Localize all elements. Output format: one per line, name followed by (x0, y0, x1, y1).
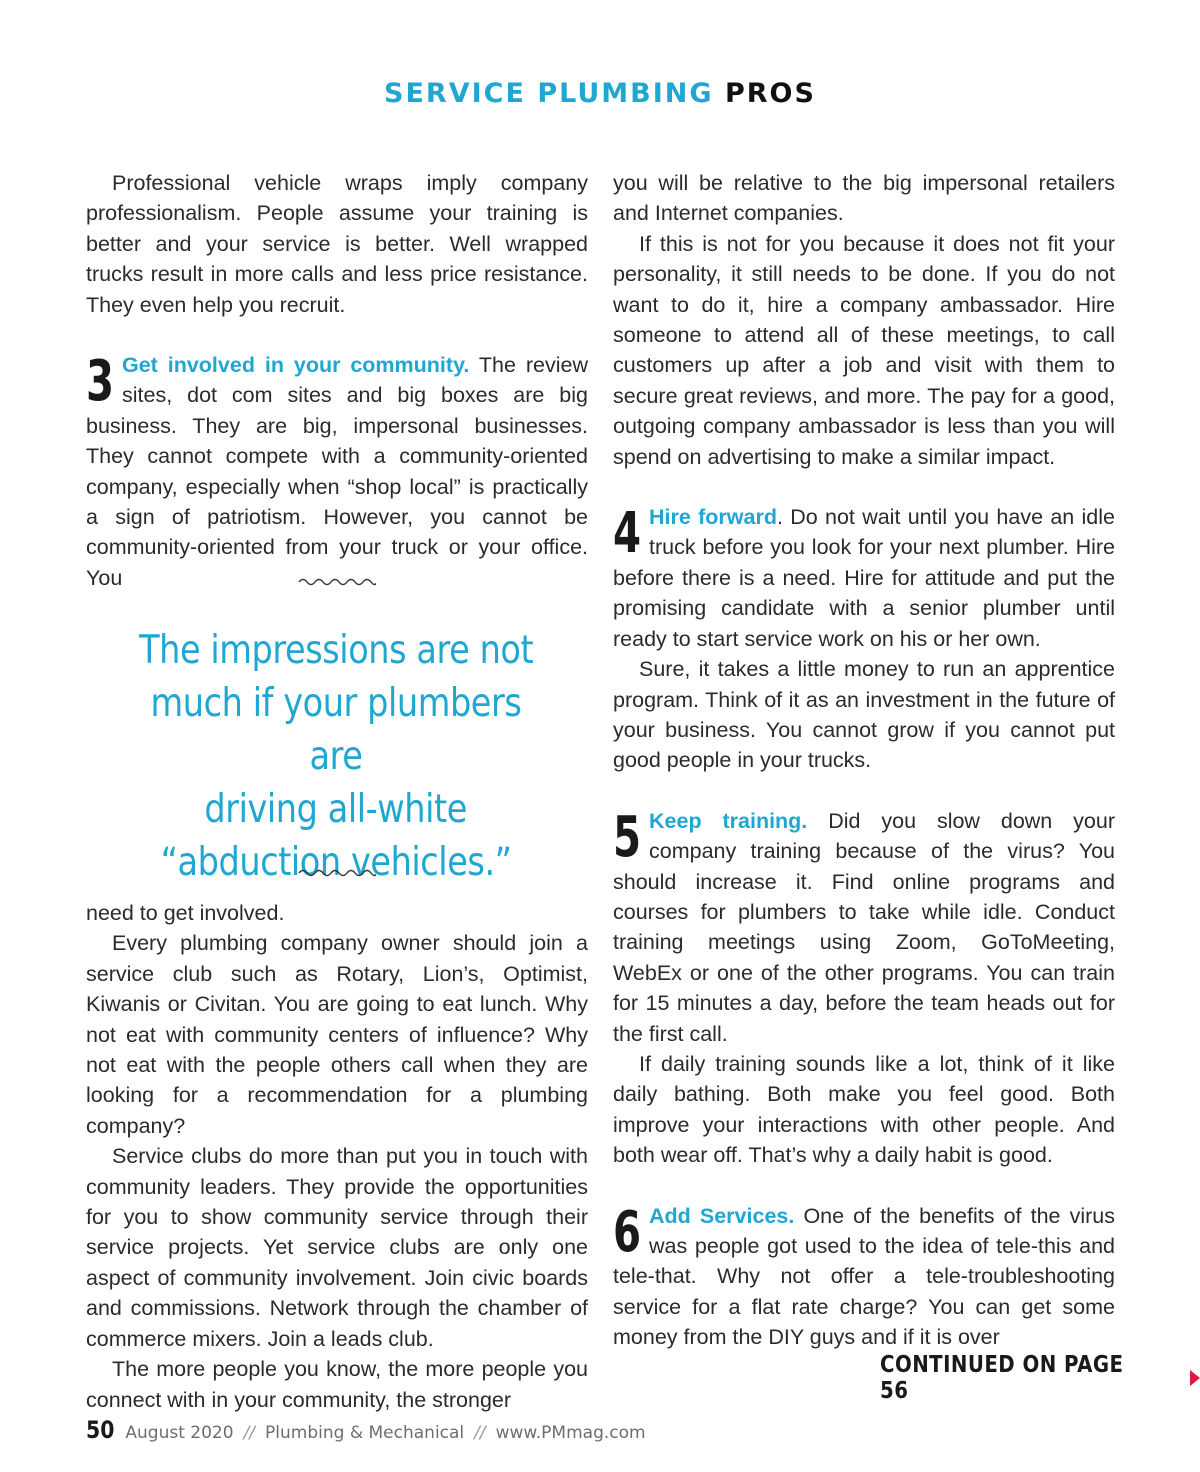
paragraph: The more people you know, the more people you connect with in your community, the stronger (86, 1357, 588, 1412)
section-number: 4 (613, 501, 642, 567)
paragraph: need to get involved. (86, 901, 285, 925)
continued-link[interactable] (880, 1352, 1200, 1404)
section-text: . Do not wait until you have an idle truck before you look for your next plumber. Hire before there is a need. Hire for attitude and put the promising candidate with a senior plumber until ready to start service work on his or her own. (613, 505, 1116, 651)
right-column (613, 168, 1115, 1353)
section-text: Did you slow down your company training because of the virus? You should increase it. Find online programs and courses for plumbers to take while idle. Conduct training meetings using Zoom, GoToMeeting, WebEx or one of the other programs. You can train for 15 minutes a day, before the team heads out for the first call. (613, 808, 1115, 1046)
publication-name: Plumbing & Mechanical (265, 1423, 465, 1443)
paragraph: Every plumbing company owner should join a service club such as Rotary, Lion’s, Optimist, Kiwanis or Civitan. You are going to eat lunch. Why not eat with community centers of influence? Why not eat with the people others call when they are looking for a recommendation for a plumbing company? (86, 931, 588, 1138)
left-column-bottom (86, 898, 588, 1415)
pull-quote-line: The impressions are not (138, 628, 534, 673)
header-blue-text: SERVICE PLUMBING (384, 78, 714, 109)
paragraph: Service clubs do more than put you in touch with community leaders. They provide the opportunities for you to show community service through their service projects. Yet service clubs are only one aspect of community involvement. Join civic boards and commissions. Network through the chamber of commerce mixers. Join a leads club. (86, 1144, 588, 1351)
website-link[interactable]: www.PMmag.com (495, 1423, 646, 1443)
section-number: 5 (613, 804, 642, 870)
header-dark-text: PROS (724, 78, 816, 109)
section-6 (613, 1201, 1115, 1353)
section-text: The review sites, dot com sites and big boxes are big business. They are big, impersonal businesses. They cannot compete with a community-oriented company, especially when “shop local” is practically a sign of patriotism. However, you cannot be community-oriented from your truck or your office. You (86, 353, 588, 590)
section-lead: Get involved in your community. (122, 353, 470, 378)
paragraph: Sure, it takes a little money to run an apprentice program. Think of it as an investment in the future of your business. You cannot grow if you cannot put good people in your trucks. (613, 657, 1115, 773)
section-lead: Hire forward (649, 505, 777, 530)
section-4 (613, 502, 1115, 654)
section-5 (613, 806, 1115, 1049)
pull-quote-line: much if your plumbers are (150, 681, 522, 779)
paragraph: you will be relative to the big impersonal retailers and Internet companies. (613, 171, 1115, 226)
wave-divider-icon (298, 577, 376, 587)
paragraph: If this is not for you because it does not fit your personality, it still needs to be done. If you do not want to do it, hire a company ambassador. Hire someone to attend all of these meetings, to call customers up after a job and visit with them to secure great reviews, and more. The pay for a good, outgoing company ambassador is less than you will spend on advertising to make a similar impact. (613, 231, 1115, 469)
left-column-top (86, 168, 588, 593)
separator: // (474, 1423, 486, 1443)
section-number: 6 (613, 1199, 642, 1265)
section-3 (86, 350, 588, 593)
section-lead: Keep training. (649, 808, 808, 833)
wave-divider-icon (298, 868, 376, 878)
pull-quote (96, 624, 576, 889)
page-number: 50 (86, 1416, 115, 1444)
paragraph: Professional vehicle wraps imply company professionalism. People assume your training is better and your service is better. Well wrapped trucks result in more calls and less price resistance. They even help you recruit. (86, 171, 588, 317)
page-footer (86, 1416, 646, 1450)
continued-label: CONTINUED ON PAGE 56 (880, 1352, 1124, 1404)
triangle-right-icon (1190, 1370, 1200, 1386)
paragraph: If daily training sounds like a lot, think of it like daily bathing. Both make you feel good. Both improve your interactions with other people. And both wear off. That’s why a daily habit is good. (613, 1051, 1115, 1168)
pull-quote-line: “abduction vehicles.” (160, 840, 512, 885)
pull-quote-line: driving all-white (204, 787, 468, 832)
section-header (0, 78, 1200, 109)
separator: // (243, 1423, 256, 1443)
section-lead: Add Services. (649, 1203, 795, 1228)
issue-date: August 2020 (125, 1423, 234, 1443)
section-text: One of the benefits of the virus was people got used to the idea of tele-this and tele-that. Why not offer a tele-troubleshooting service for a flat rate charge? You can get some money from the DIY guys and if it is over (613, 1203, 1115, 1350)
section-number: 3 (86, 349, 115, 415)
